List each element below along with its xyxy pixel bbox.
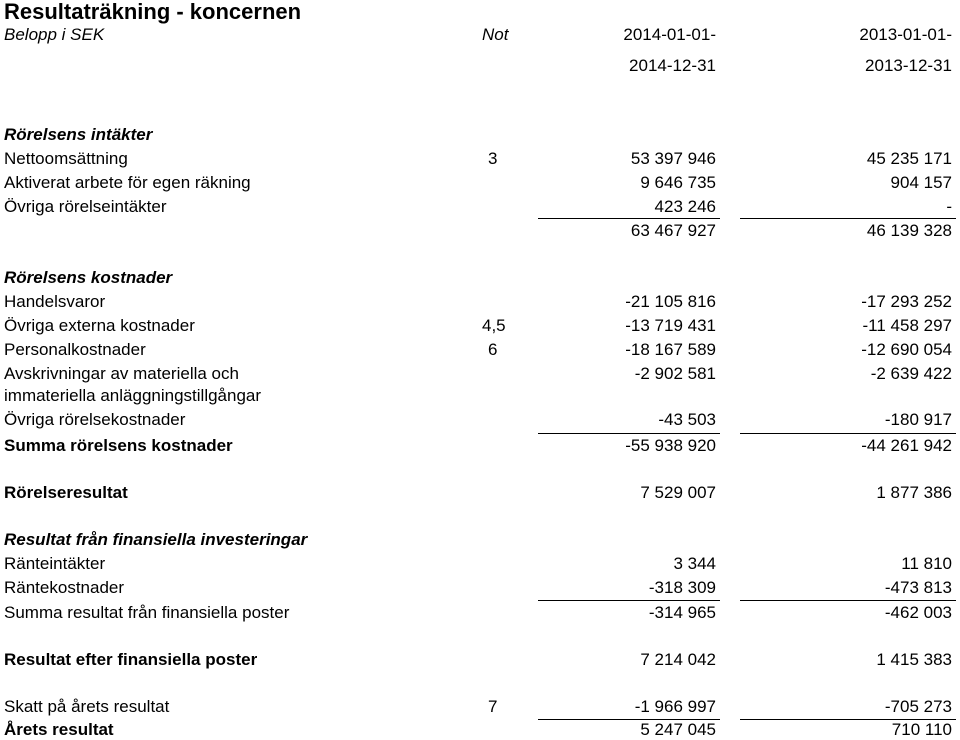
value-2013: 904 157 [890, 173, 952, 192]
value-2014: -43 503 [658, 410, 716, 429]
row-note: 6 [488, 340, 498, 359]
row-label: Avskrivningar av materiella och [4, 364, 239, 383]
income-total-2014: 63 467 927 [630, 221, 716, 240]
currency-label: Belopp i SEK [4, 25, 105, 44]
row-label: Nettoomsättning [4, 149, 128, 168]
value-2014: -13 719 431 [625, 316, 716, 335]
subtotal-rule [740, 218, 956, 219]
value-2013: -2 639 422 [870, 364, 952, 383]
value-2013: -180 917 [884, 410, 952, 429]
tax-2014: -1 966 997 [634, 697, 716, 716]
note-column-header: Not [482, 25, 509, 44]
value-2013: -12 690 054 [861, 340, 952, 359]
value-2013: 45 235 171 [866, 149, 952, 168]
financial-sum-2014: -314 965 [648, 603, 716, 622]
period-2013-to: 2013-12-31 [865, 56, 952, 75]
subtotal-rule [538, 218, 720, 219]
costs-sum-label: Summa rörelsens kostnader [4, 436, 233, 455]
value-2014: -21 105 816 [625, 292, 716, 311]
tax-2013: -705 273 [884, 697, 952, 716]
value-2013: - [946, 197, 952, 216]
operating-result-2013: 1 877 386 [876, 483, 952, 502]
row-label: Övriga rörelsekostnader [4, 410, 186, 429]
financial-sum-label: Summa resultat från finansiella poster [4, 603, 290, 622]
tax-note: 7 [488, 697, 498, 716]
row-label: Räntekostnader [4, 578, 125, 597]
operating-result-label: Rörelseresultat [4, 483, 128, 502]
result-after-financial-2014: 7 214 042 [640, 650, 716, 669]
row-label: Övriga externa kostnader [4, 316, 195, 335]
subtotal-rule [538, 433, 720, 434]
result-after-financial-2013: 1 415 383 [876, 650, 952, 669]
operating-result-2014: 7 529 007 [640, 483, 716, 502]
row-label: Aktiverat arbete för egen räkning [4, 173, 251, 192]
period-2014-to: 2014-12-31 [629, 56, 716, 75]
row-label-continued: immateriella anläggningstillgångar [4, 386, 262, 405]
value-2014: 423 246 [654, 197, 716, 216]
section-heading-costs: Rörelsens kostnader [4, 268, 173, 287]
section-heading-income: Rörelsens intäkter [4, 125, 153, 144]
tax-label: Skatt på årets resultat [4, 697, 170, 716]
subtotal-rule [538, 600, 720, 601]
value-2013: -17 293 252 [861, 292, 952, 311]
period-2014-from: 2014-01-01- [623, 25, 716, 44]
net-result-2013: 710 110 [891, 720, 952, 739]
period-2013-from: 2013-01-01- [859, 25, 952, 44]
financial-sum-2013: -462 003 [884, 603, 952, 622]
value-2014: -2 902 581 [634, 364, 716, 383]
costs-sum-2013: -44 261 942 [861, 436, 952, 455]
row-label: Handelsvaror [4, 292, 106, 311]
result-after-financial-label: Resultat efter finansiella poster [4, 650, 258, 669]
value-2014: -18 167 589 [625, 340, 716, 359]
value-2014: 3 344 [673, 554, 716, 573]
value-2014: 9 646 735 [640, 173, 716, 192]
subtotal-rule [740, 433, 956, 434]
net-result-label: Årets resultat [4, 720, 114, 739]
value-2013: -11 458 297 [862, 316, 952, 335]
net-result-2014: 5 247 045 [640, 720, 716, 739]
costs-sum-2014: -55 938 920 [625, 436, 716, 455]
row-note: 3 [488, 149, 498, 168]
row-label: Ränteintäkter [4, 554, 106, 573]
value-2013: 11 810 [901, 554, 952, 573]
row-note: 4,5 [482, 316, 506, 335]
page-title: Resultaträkning - koncernen [4, 0, 302, 24]
income-total-2013: 46 139 328 [866, 221, 952, 240]
value-2014: 53 397 946 [630, 149, 716, 168]
value-2013: -473 813 [884, 578, 952, 597]
value-2014: -318 309 [648, 578, 716, 597]
section-heading-financial: Resultat från finansiella investeringar [4, 530, 308, 549]
subtotal-rule [740, 600, 956, 601]
row-label: Personalkostnader [4, 340, 146, 359]
row-label: Övriga rörelseintäkter [4, 197, 167, 216]
